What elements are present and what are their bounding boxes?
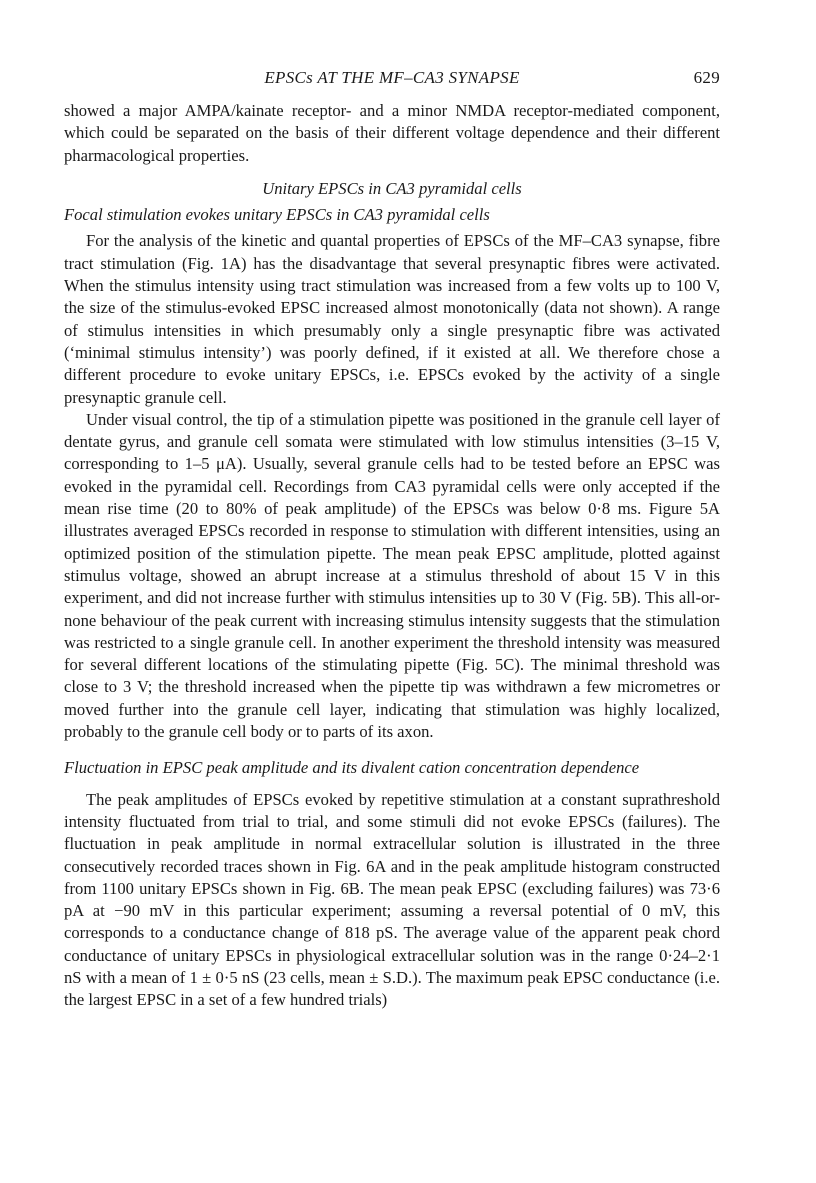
paragraph-1: For the analysis of the kinetic and quantal properties of EPSCs of the MF–CA3 synapse, fibre tract stimulation (Fig. 1A) has the disadvantage that several presynaptic fibres were activated. When the stimulus intensity using tract stimulation was increased from a few volts up to 100 V, the size of the stimulus-evoked EPSC increased almost monotonically (data not shown). A range of stimulus intensities in which presumably only a single presynaptic fibre was activated (‘minimal stimulus intensity’) was poorly defined, if it existed at all. We therefore chose a different procedure to evoke unitary EPSCs, i.e. EPSCs evoked by the activity of a single presynaptic granule cell. xyxy=(64,231,720,407)
subsection-heading-fluctuation: Fluctuation in EPSC peak amplitude and its divalent cation concentration dependence xyxy=(64,758,640,778)
paragraph-2: Under visual control, the tip of a stimulation pipette was positioned in the granule cell layer of dentate gyrus, and granule cell somata were stimulated with low stimulus intensities (3–15 V, corresponding to 1–5 μA). Usually, several granule cells had to be tested before an EPSC was evoked in the pyramidal cell. Recordings from CA3 pyramidal cells were only accepted if the mean rise time (20 to 80% of peak amplitude) of the EPSCs was below 0·8 ms. Figure 5A illustrates averaged EPSCs recorded in response to stimulation with different intensities, using an optimized position of the stimulation pipette. The mean peak EPSC amplitude, plotted against stimulus voltage, showed an abrupt increase at a stimulus threshold of about 15 V in this experiment, and did not increase further with stimulus intensities up to 30 V (Fig. 5B). This all-or-none behaviour of the peak current with increasing stimulus intensity suggests that the stimulation was restricted to a single granule cell. In another experiment the threshold intensity was measured for several different locations of the stimulating pipette (Fig. 5C). The minimal threshold was close to 3 V; the threshold increased when the pipette tip was withdrawn a few micrometres or moved further into the granule cell layer, indicating that stimulation was highly localized, probably to the granule cell body or to parts of its axon. xyxy=(64,409,720,742)
continuation-paragraph: showed a major AMPA/kainate receptor- and a minor NMDA receptor-mediated component, which could be separated on the basis of their different voltage dependence and their different pharmacological properties. xyxy=(64,101,720,165)
journal-page xyxy=(64,62,720,1012)
section-heading: Unitary EPSCs in CA3 pyramidal cells xyxy=(262,178,522,198)
running-head-title: EPSCs AT THE MF–CA3 SYNAPSE xyxy=(264,68,520,87)
page-number: 629 xyxy=(693,68,720,87)
subsection-heading-focal-stimulation: Focal stimulation evokes unitary EPSCs in CA3 pyramidal cells xyxy=(64,205,490,225)
paragraph-3: The peak amplitudes of EPSCs evoked by repetitive stimulation at a constant suprathreshold intensity fluctuated from trial to trial, and some stimuli did not evoke EPSCs (failures). The fluctuation in peak amplitude in normal extracellular solution is illustrated in the three consecutively recorded traces shown in Fig. 6A and in the peak amplitude histogram constructed from 1100 unitary EPSCs shown in Fig. 6B. The mean peak EPSC (excluding failures) was 73·6 pA at −90 mV in this particular experiment; assuming a reversal potential of 0 mV, this corresponds to a conductance change of 818 pS. The average value of the apparent peak chord conductance of unitary EPSCs in physiological extracellular solution was in the range 0·24–2·1 nS with a mean of 1 ± 0·5 nS (23 cells, mean ± S.D.). The maximum peak EPSC conductance (i.e. the largest EPSC in a set of a few hundred trials) xyxy=(64,789,720,1010)
running-head xyxy=(64,62,720,92)
